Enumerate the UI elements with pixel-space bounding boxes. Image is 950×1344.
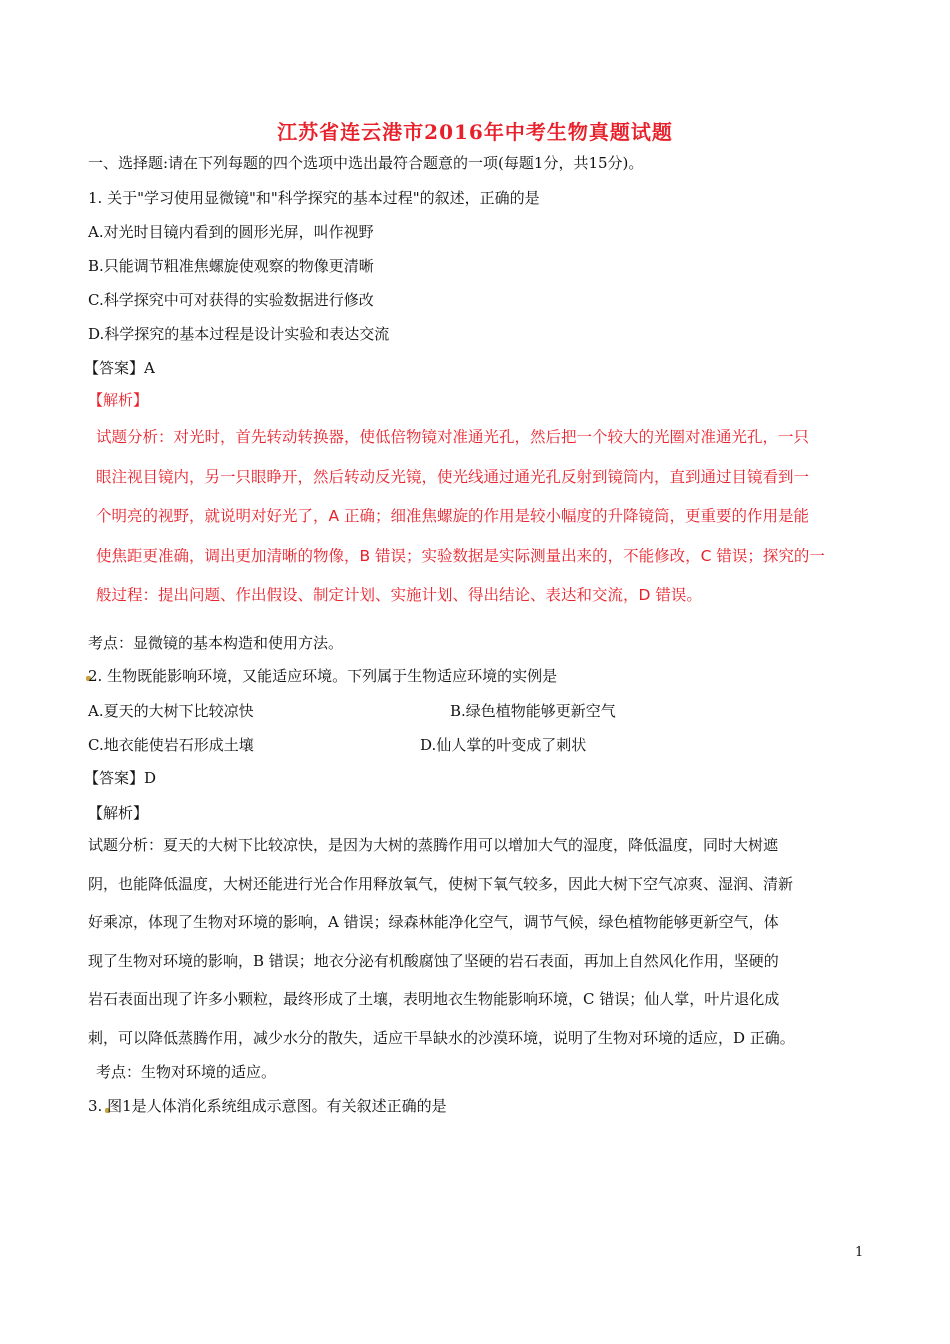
q2-analysis-line: 试题分析：夏天的大树下比较凉快，是因为大树的蒸腾作用可以增加大气的湿度，降低温度，同时大树遮 xyxy=(88,836,779,854)
q1-stem: 1. 关于"学习使用显微镜"和"科学探究的基本过程"的叙述，正确的是 xyxy=(88,189,540,207)
q1-analysis-line: 使焦距更准确，调出更加清晰的物像，B 错误；实验数据是实际测量出来的，不能修改，C 错误；探究的一 xyxy=(96,546,825,565)
q1-analysis-line: 般过程：提出问题、作出假设、制定计划、实施计划、得出结论、表达和交流，D 错误。 xyxy=(96,586,702,604)
q2-stem: 2. 生物既能影响环境，又能适应环境。下列属于生物适应环境的实例是 xyxy=(88,667,558,685)
q1-analysis-line: 个明亮的视野，就说明对好光了，A 正确；细准焦螺旋的作用是较小幅度的升降镜筒，更重要的作用是能 xyxy=(96,507,810,525)
q2-answer: 【答案】D xyxy=(84,769,157,787)
q1-option-a: A.对光时目镜内看到的圆形光屏，叫作视野 xyxy=(88,223,374,241)
q2-analysis-line: 现了生物对环境的影响，B 错误；地衣分泌有机酸腐蚀了坚硬的岩石表面，再加上自然风化作用，坚硬的 xyxy=(88,951,779,970)
q3-stem: 3. 图1是人体消化系统组成示意图。有关叙述正确的是 xyxy=(88,1097,447,1115)
page-number: 1 xyxy=(855,1245,864,1260)
q2-analysis-line: 岩石表面出现了许多小颗粒，最终形成了土壤，表明地衣生物能影响环境，C 错误；仙人掌，叶片退化成 xyxy=(88,990,780,1009)
q1-analysis-label: 【解析】 xyxy=(88,391,149,409)
q1-option-c: C.科学探究中可对获得的实验数据进行修改 xyxy=(88,291,374,309)
q1-kaodian: 考点：显微镜的基本构造和使用方法。 xyxy=(88,634,344,652)
q2-option-c: C.地衣能使岩石形成土壤 xyxy=(88,736,254,754)
q2-option-d: D.仙人掌的叶变成了刺状 xyxy=(420,736,587,754)
q1-option-b: B.只能调节粗准焦螺旋使观察的物像更清晰 xyxy=(88,257,374,275)
q1-analysis-line: 试题分析：对光时，首先转动转换器，使低倍物镜对准通光孔，然后把一个较大的光圈对准通光孔，一只 xyxy=(96,428,810,446)
section-header: 一、选择题:请在下列每题的四个选项中选出最符合题意的一项(每题1分，共15分)。 xyxy=(88,154,644,172)
q2-option-a: A.夏天的大树下比较凉快 xyxy=(88,702,254,720)
q2-analysis-line: 阴，也能降低温度，大树还能进行光合作用释放氧气，使树下氧气较多，因此大树下空气凉爽、湿润、清新 xyxy=(88,874,794,893)
q2-analysis-label: 【解析】 xyxy=(88,804,149,822)
q2-analysis xyxy=(88,826,866,1058)
q2-analysis-line: 好乘凉，体现了生物对环境的影响，A 错误；绿森林能净化空气，调节气候，绿色植物能够更新空气，体 xyxy=(88,913,779,932)
page-title: 江苏省连云港市2016年中考生物真题试题 xyxy=(277,120,673,144)
q1-answer: 【答案】A xyxy=(84,359,155,377)
q1-option-d: D.科学探究的基本过程是设计实验和表达交流 xyxy=(88,325,390,343)
q2-kaodian: 考点：生物对环境的适应。 xyxy=(96,1063,277,1081)
q1-analysis xyxy=(96,418,871,616)
q2-option-b: B.绿色植物能够更新空气 xyxy=(450,702,616,720)
q1-analysis-line: 眼注视目镜内，另一只眼睁开，然后转动反光镜，使光线通过通光孔反射到镜筒内，直到通过目镜看到一 xyxy=(96,467,810,486)
q2-analysis-line: 刺，可以降低蒸腾作用，减少水分的散失，适应干旱缺水的沙漠环境，说明了生物对环境的适应，D 正确。 xyxy=(88,1028,795,1047)
